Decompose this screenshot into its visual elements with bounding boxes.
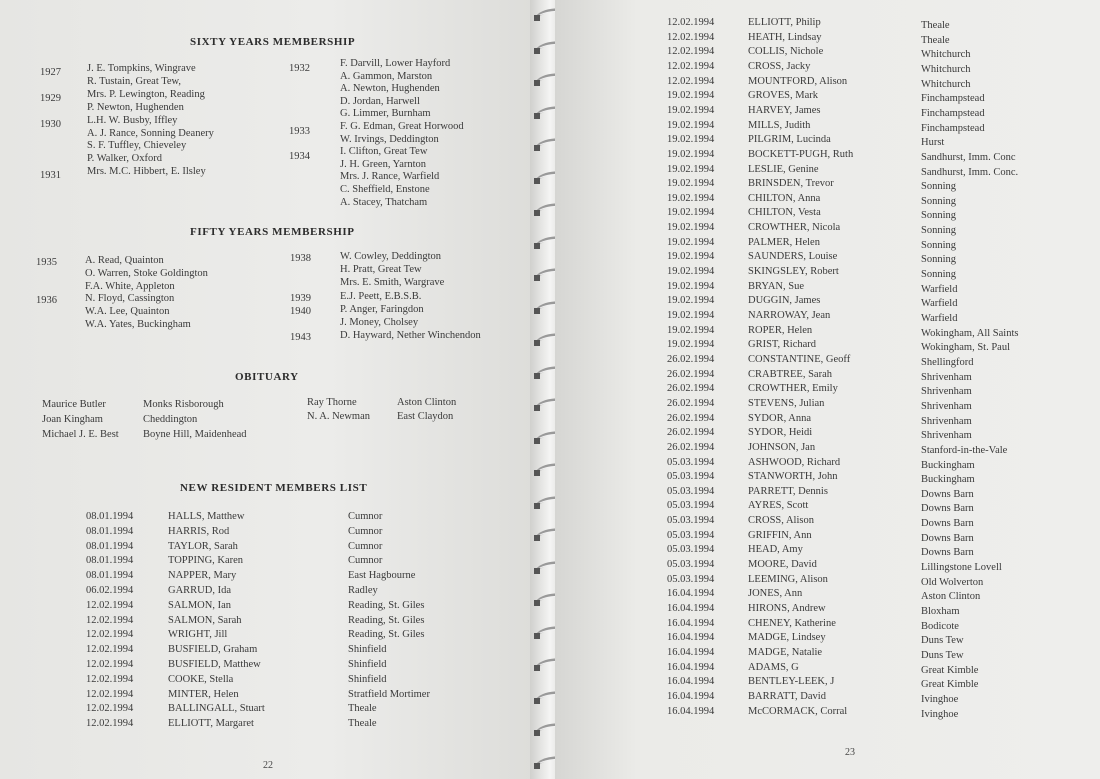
member-year: 1930 (40, 118, 61, 130)
member-parish: Theale (921, 34, 950, 46)
member-parish: Shinfield (348, 644, 387, 656)
member-name: BENTLEY-LEEK, J (748, 676, 835, 688)
member-name: LESLIE, Genine (748, 163, 819, 175)
page-number-left: 22 (263, 760, 273, 771)
member-parish: Sonning (921, 225, 957, 237)
member-parish: Cumnor (348, 555, 383, 567)
member-parish: Warfield (921, 313, 958, 324)
member-date: 19.02.1994 (667, 236, 715, 248)
member-name: CHILTON, Anna (748, 192, 821, 204)
member-date: 12.02.1994 (667, 46, 715, 58)
member-date: 12.02.1994 (86, 703, 134, 715)
member-parish: Reading, St. Giles (348, 599, 425, 611)
member-name: BUSFIELD, Graham (168, 644, 258, 656)
member-parish: Shrivenham (921, 386, 972, 398)
member-entry: R. Tustain, Great Tew, (87, 75, 182, 87)
member-entry: P. Newton, Hughenden (87, 101, 184, 113)
member-date: 05.03.1994 (667, 471, 715, 483)
member-parish: Old Wolverton (921, 576, 984, 588)
member-parish: Sonning (921, 269, 957, 281)
obituary-place: Aston Clinton (397, 397, 457, 408)
member-parish: Great Kimble (921, 664, 979, 676)
member-date: 19.02.1994 (667, 207, 715, 219)
member-parish: Downs Barn (921, 532, 974, 544)
member-entry: I. Clifton, Great Tew (340, 146, 428, 158)
member-year: 1932 (289, 63, 310, 74)
member-parish: Finchampstead (921, 122, 985, 134)
member-name: HALLS, Matthew (168, 511, 245, 522)
member-date: 12.02.1994 (667, 31, 715, 43)
member-date: 19.02.1994 (667, 251, 715, 263)
obituary-name: Michael J. E. Best (42, 429, 119, 440)
member-name: ELLIOTT, Philip (748, 17, 821, 28)
member-parish: Sonning (921, 254, 957, 266)
member-name: BALLINGALL, Stuart (168, 703, 265, 715)
member-entry: A. Newton, Hughenden (340, 83, 440, 95)
member-year: 1935 (36, 257, 57, 268)
member-entry: E.J. Peett, E.B.S.B. (340, 290, 422, 302)
member-name: SYDOR, Heidi (748, 427, 813, 439)
member-date: 26.02.1994 (667, 397, 715, 409)
member-parish: Reading, St. Giles (348, 629, 425, 641)
member-parish: Sonning (921, 181, 957, 193)
member-name: PARRETT, Dennis (748, 485, 828, 497)
member-date: 19.02.1994 (667, 104, 715, 116)
member-year: 1934 (289, 151, 310, 163)
member-date: 16.04.1994 (667, 632, 715, 644)
member-name: PILGRIM, Lucinda (748, 134, 831, 146)
obituary-name: N. A. Newman (307, 411, 370, 422)
member-parish: Ivinghoe (921, 693, 959, 705)
member-parish: Shrivenham (921, 371, 972, 383)
member-name: BRINSDEN, Trevor (748, 178, 834, 190)
member-entry: C. Sheffield, Enstone (340, 184, 430, 195)
member-parish: Wokingham, All Saints (921, 327, 1019, 339)
member-date: 26.02.1994 (667, 368, 715, 380)
member-name: HIRONS, Andrew (748, 603, 826, 614)
member-date: 05.03.1994 (667, 485, 715, 497)
member-parish: Finchampstead (921, 93, 985, 105)
member-year: 1936 (36, 295, 57, 307)
member-parish: Buckingham (921, 459, 975, 471)
member-date: 26.02.1994 (667, 427, 715, 439)
member-name: CROSS, Alison (748, 515, 814, 527)
member-year: 1938 (290, 253, 311, 264)
member-name: BOCKETT-PUGH, Ruth (748, 148, 854, 160)
obituary-place: Monks Risborough (143, 399, 224, 410)
member-name: AYRES, Scott (748, 500, 809, 512)
member-name: MOORE, David (748, 559, 817, 571)
member-name: CROWTHER, Emily (748, 383, 838, 395)
member-date: 08.01.1994 (86, 511, 134, 522)
member-entry: L.H. W. Busby, Iffley (87, 114, 178, 126)
member-name: BRYAN, Sue (748, 280, 805, 292)
member-year: 1929 (40, 92, 61, 104)
member-date: 19.02.1994 (667, 339, 715, 351)
member-parish: Hurst (921, 137, 945, 149)
member-entry: A. Read, Quainton (85, 255, 164, 266)
member-parish: East Hagbourne (348, 570, 416, 582)
page-number-right: 23 (845, 747, 855, 758)
member-name: ELLIOTT, Margaret (168, 718, 254, 730)
member-date: 19.02.1994 (667, 222, 715, 234)
member-name: HEAD, Amy (748, 544, 803, 556)
member-name: STANWORTH, John (748, 471, 838, 483)
member-name: GROVES, Mark (748, 90, 818, 102)
member-parish: Cumnor (348, 540, 383, 552)
member-parish: Radley (348, 585, 378, 596)
member-parish: Downs Barn (921, 488, 974, 500)
member-parish: Ivinghoe (921, 708, 959, 720)
member-name: HARVEY, James (748, 104, 821, 116)
member-parish: Sonning (921, 239, 957, 251)
member-date: 16.04.1994 (667, 690, 715, 702)
member-parish: Lillingstone Lovell (921, 562, 1002, 574)
member-name: SALMON, Sarah (168, 614, 242, 626)
member-entry: G. Limmer, Burnham (340, 108, 431, 120)
member-date: 16.04.1994 (667, 646, 715, 658)
member-parish: Duns Tew (921, 649, 964, 661)
member-date: 16.04.1994 (667, 676, 715, 688)
member-name: CROSS, Jacky (748, 60, 811, 72)
member-date: 12.02.1994 (86, 718, 134, 730)
member-name: MADGE, Lindsey (748, 632, 826, 644)
member-date: 08.01.1994 (86, 570, 134, 582)
member-parish: Shinfield (348, 659, 387, 670)
member-date: 12.02.1994 (667, 75, 715, 87)
member-date: 12.02.1994 (86, 673, 134, 685)
member-name: GRIFFIN, Ann (748, 529, 812, 541)
member-date: 12.02.1994 (86, 644, 134, 656)
member-parish: Whitchurch (921, 78, 971, 90)
member-date: 19.02.1994 (667, 324, 715, 336)
member-date: 05.03.1994 (667, 529, 715, 541)
member-date: 12.02.1994 (667, 60, 715, 72)
member-name: TOPPING, Karen (168, 555, 244, 567)
member-parish: Theale (348, 718, 377, 730)
member-parish: Wokingham, St. Paul (921, 342, 1010, 354)
member-date: 16.04.1994 (667, 588, 715, 600)
member-parish: Shinfield (348, 673, 387, 685)
member-entry: J. H. Green, Yarnton (340, 158, 427, 170)
member-date: 19.02.1994 (667, 178, 715, 190)
member-date: 05.03.1994 (667, 559, 715, 571)
member-parish: Shellingford (921, 356, 974, 368)
member-entry: Mrs. E. Smith, Wargrave (340, 277, 445, 289)
member-entry: Mrs. J. Rance, Warfield (340, 171, 440, 183)
member-year: 1940 (290, 305, 311, 317)
member-name: SALMON, Ian (168, 599, 231, 611)
obituary-name: Ray Thorne (307, 397, 357, 408)
member-name: GRIST, Richard (748, 339, 817, 351)
member-entry: Mrs. M.C. Hibbert, E. Ilsley (87, 166, 206, 178)
member-date: 19.02.1994 (667, 310, 715, 321)
member-year: 1927 (40, 67, 61, 78)
member-name: DUGGIN, James (748, 295, 821, 307)
member-date: 26.02.1994 (667, 412, 715, 424)
member-date: 12.02.1994 (86, 659, 134, 670)
member-entry: P. Anger, Faringdon (340, 303, 424, 315)
member-year: 1933 (289, 126, 310, 137)
member-name: CONSTANTINE, Geoff (748, 353, 851, 365)
member-name: NARROWAY, Jean (748, 310, 831, 321)
member-parish: Whitchurch (921, 49, 971, 61)
member-year: 1943 (290, 332, 311, 344)
member-date: 05.03.1994 (667, 456, 715, 468)
member-parish: Warfield (921, 298, 958, 310)
member-date: 05.03.1994 (667, 500, 715, 512)
member-name: ROPER, Helen (748, 324, 813, 336)
member-name: SYDOR, Anna (748, 412, 812, 424)
member-name: MINTER, Helen (168, 688, 239, 700)
member-date: 12.02.1994 (86, 629, 134, 641)
obituary-name: Maurice Butler (42, 399, 106, 410)
member-name: NAPPER, Mary (168, 570, 237, 582)
member-parish: Duns Tew (921, 635, 964, 647)
member-date: 19.02.1994 (667, 90, 715, 102)
member-parish: Shrivenham (921, 400, 972, 412)
obituary-name: Joan Kingham (42, 414, 103, 425)
member-date: 19.02.1994 (667, 148, 715, 160)
member-entry: H. Pratt, Great Tew (340, 264, 422, 276)
member-date: 16.04.1994 (667, 603, 715, 614)
member-parish: Downs Barn (921, 518, 974, 530)
member-parish: Sandhurst, Imm. Conc (921, 151, 1016, 163)
member-name: LEEMING, Alison (748, 573, 828, 585)
member-parish: Great Kimble (921, 679, 979, 691)
member-parish: Finchampstead (921, 107, 985, 119)
member-name: JONES, Ann (748, 588, 803, 600)
member-name: SAUNDERS, Louise (748, 251, 838, 263)
section-title: FIFTY YEARS MEMBERSHIP (190, 226, 355, 238)
member-date: 19.02.1994 (667, 134, 715, 146)
member-parish: Stratfield Mortimer (348, 688, 430, 700)
member-parish: Sonning (921, 210, 957, 222)
member-date: 19.02.1994 (667, 266, 715, 278)
member-date: 16.04.1994 (667, 661, 715, 673)
member-date: 05.03.1994 (667, 544, 715, 556)
left-page (0, 0, 545, 779)
member-date: 16.04.1994 (667, 705, 715, 717)
section-title: OBITUARY (235, 371, 299, 383)
member-parish: Aston Clinton (921, 591, 981, 603)
member-name: COLLIS, Nichole (748, 46, 824, 58)
member-parish: Bloxham (921, 606, 960, 617)
member-name: BUSFIELD, Matthew (168, 659, 261, 670)
member-name: McCORMACK, Corral (748, 705, 848, 717)
member-name: ADAMS, G (748, 661, 799, 673)
member-entry: S. F. Tuffley, Chieveley (87, 140, 187, 152)
member-name: CHENEY, Katherine (748, 617, 836, 629)
member-date: 26.02.1994 (667, 383, 715, 395)
member-date: 12.02.1994 (86, 614, 134, 626)
member-name: WRIGHT, Jill (168, 629, 228, 641)
member-parish: Shrivenham (921, 415, 972, 427)
member-year: 1931 (40, 170, 61, 182)
member-date: 19.02.1994 (667, 119, 715, 131)
member-entry: W. Irvings, Deddington (340, 133, 439, 145)
member-parish: Theale (921, 20, 950, 31)
member-name: CROWTHER, Nicola (748, 222, 841, 234)
member-parish: Theale (348, 703, 377, 715)
member-parish: Reading, St. Giles (348, 614, 425, 626)
member-date: 19.02.1994 (667, 280, 715, 292)
member-name: BARRATT, David (748, 690, 826, 702)
member-entry: J. Money, Cholsey (340, 317, 419, 328)
member-entry: W. Cowley, Deddington (340, 251, 442, 262)
member-entry: F. G. Edman, Great Horwood (340, 121, 464, 132)
member-name: STEVENS, Julian (748, 397, 825, 409)
member-name: TAYLOR, Sarah (168, 540, 238, 552)
member-name: MOUNTFORD, Alison (748, 75, 848, 87)
member-date: 19.02.1994 (667, 295, 715, 307)
member-name: JOHNSON, Jan (748, 441, 816, 453)
member-date: 06.02.1994 (86, 585, 134, 596)
member-entry: F.A. White, Appleton (85, 280, 175, 292)
member-entry: P. Walker, Oxford (87, 153, 162, 165)
member-name: SKINGSLEY, Robert (748, 266, 839, 278)
member-year: 1939 (290, 292, 311, 304)
member-date: 19.02.1994 (667, 163, 715, 175)
member-parish: Sonning (921, 195, 957, 207)
member-parish: Buckingham (921, 474, 975, 486)
obituary-place: East Claydon (397, 411, 454, 422)
member-entry: A. Stacey, Thatcham (340, 196, 428, 208)
member-entry: A. Gammon, Marston (340, 70, 433, 82)
member-name: CHILTON, Vesta (748, 207, 821, 219)
member-entry: W.A. Yates, Buckingham (85, 319, 191, 330)
member-parish: Downs Barn (921, 503, 974, 515)
member-parish: Downs Barn (921, 547, 974, 559)
member-date: 12.02.1994 (667, 17, 715, 28)
member-date: 12.02.1994 (86, 599, 134, 611)
member-parish: Whitchurch (921, 63, 971, 75)
member-parish: Sandhurst, Imm. Conc. (921, 166, 1019, 178)
member-entry: Mrs. P. Lewington, Reading (87, 88, 205, 100)
member-entry: O. Warren, Stoke Goldington (85, 267, 208, 279)
member-parish: Cumnor (348, 511, 383, 522)
member-entry: F. Darvill, Lower Hayford (340, 58, 451, 69)
member-date: 19.02.1994 (667, 192, 715, 204)
member-name: MADGE, Natalie (748, 646, 823, 658)
member-name: ASHWOOD, Richard (748, 456, 841, 468)
member-name: CRABTREE, Sarah (748, 368, 832, 380)
obituary-place: Cheddington (143, 414, 198, 425)
member-date: 05.03.1994 (667, 515, 715, 527)
obituary-place: Boyne Hill, Maidenhead (143, 429, 247, 440)
right-page (555, 0, 1100, 779)
member-date: 08.01.1994 (86, 555, 134, 567)
member-date: 26.02.1994 (667, 441, 715, 453)
member-name: PALMER, Helen (748, 236, 820, 248)
member-name: HARRIS, Rod (168, 525, 230, 537)
member-name: GARRUD, Ida (168, 585, 231, 596)
section-title: NEW RESIDENT MEMBERS LIST (180, 482, 368, 494)
member-entry: A. J. Rance, Sonning Deanery (87, 127, 214, 139)
member-entry: N. Floyd, Cassington (85, 293, 175, 305)
member-date: 16.04.1994 (667, 617, 715, 629)
member-date: 08.01.1994 (86, 540, 134, 552)
member-date: 05.03.1994 (667, 573, 715, 585)
member-entry: D. Jordan, Harwell (340, 95, 420, 107)
member-parish: Shrivenham (921, 430, 972, 442)
member-entry: J. E. Tompkins, Wingrave (87, 63, 196, 74)
member-name: MILLS, Judith (748, 119, 811, 131)
section-title: SIXTY YEARS MEMBERSHIP (190, 36, 356, 48)
member-parish: Stanford-in-the-Vale (921, 444, 1008, 456)
member-entry: D. Hayward, Nether Winchendon (340, 330, 481, 342)
member-parish: Warfield (921, 283, 958, 295)
member-name: COOKE, Stella (168, 673, 234, 685)
member-date: 12.02.1994 (86, 688, 134, 700)
member-entry: W.A. Lee, Quainton (85, 306, 170, 318)
member-date: 08.01.1994 (86, 525, 134, 537)
member-parish: Bodicote (921, 620, 959, 632)
member-parish: Cumnor (348, 525, 383, 537)
member-date: 26.02.1994 (667, 353, 715, 365)
member-name: HEATH, Lindsay (748, 31, 822, 43)
